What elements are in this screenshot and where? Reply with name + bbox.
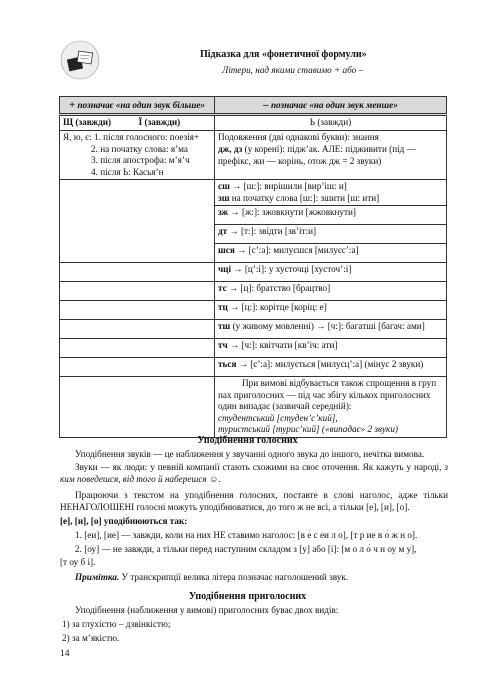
instruction-paragraph: Працюючи з текстом на уподібнення голосних, поставте в слові наголос, адже тільки НЕНАГОЛОШЕНІ голосні можуть уподібнюватися, до того ж не всі, а тільки [е], [и], [о].	[60, 490, 448, 512]
minus-rule: тч → [ч:]: квітчати [кв’іч: ати]	[215, 339, 447, 358]
minus-rule: дт → [т:]: звідти [зв’іт:и]	[215, 225, 447, 244]
simplification-note-cell	[215, 377, 447, 438]
minus-column-header: – позначає «на один звук менше»	[215, 97, 447, 115]
vowel-rule-2-cont: [т оу б і].	[60, 557, 96, 567]
vowel-rules-intro: [е], [и], [о] уподібнюються так:	[60, 516, 188, 526]
list-item: 1) за глухістю – дзвінкістю;	[62, 619, 171, 629]
minus-rule: зш на початку слова [ш:]: зшити [ш: ити]	[218, 192, 380, 203]
hint-illustration-icon	[60, 40, 100, 80]
list-item: 2) за м’якістю.	[62, 633, 120, 643]
section-title-vowels: Уподібнення голосних	[197, 435, 298, 446]
note-line: один випадає (зазвичай середній):	[218, 401, 352, 412]
minus-rule-cell	[215, 180, 447, 206]
minus-rule: чці → [ц’:і]: у хусточці [хусточ’:і]	[215, 263, 447, 282]
plus-rule: Я, ю, є: 1. після голосного: поезія+	[63, 132, 200, 143]
note-line: туристський [турис’кий] («випадає» 2 звуки)	[218, 424, 398, 435]
page-number: 14	[60, 649, 70, 659]
minus-rules-cell	[215, 131, 447, 180]
phonetic-rules-table	[59, 96, 447, 438]
consonants-intro: Уподібнення (наближення у вимові) приголосних буває двох видів:	[75, 605, 339, 615]
definition-paragraph: Уподібнення звуків — це наближення у звучанні одного звука до іншого, нечітка вимова.	[75, 449, 425, 459]
hint-title: Підказка для «фонетичної формули»	[200, 49, 367, 60]
minus-rule: дж, дз (у корені): підж’ак. АЛЕ: підживити (під — префікс, жи — корінь, отож дж = 2 звуки)	[218, 143, 416, 166]
note-line: студентський [студен’с’кий],	[218, 412, 338, 423]
hint-subtitle: Літери, над якими ставимо + або –	[222, 65, 364, 75]
analogy-paragraph: Звуки — як люди: у певній компанії стають схожими на своє оточення. Як кажуть у народі, з ким поведешся, від того й наберешся ☺.	[60, 462, 448, 484]
plus-rule: 3. після апострофа: м’я’ч	[91, 155, 190, 166]
minus-subheader: Ь (завжди)	[215, 115, 447, 131]
plus-rule: 4. після Ь: Касья’н	[91, 166, 164, 177]
plus-rule: 2. на початку слова: я’ма	[91, 143, 188, 154]
minus-rule: тц → [ц:]: корітце [коріц: е]	[215, 301, 447, 320]
plus-column-header: + позначає «на один звук більше»	[60, 97, 215, 115]
plus-subheader: Щ (завжди) Ї (завжди)	[60, 115, 215, 131]
minus-rule: тс → [ц]: братство [брацтво]	[215, 282, 447, 301]
note-line: пах приголосних — під час збігу кількох приголосних	[218, 389, 431, 400]
minus-rule: ться → [с’:а]: милується [милуєц’:а] (мінус 2 звуки)	[215, 358, 447, 377]
minus-rule: зж → [ж:]: зжовкнути [жжовкнути]	[215, 206, 447, 225]
minus-rule: шся → [с’:а]: милуєшся [милуєс’:а]	[215, 244, 447, 263]
vowel-rule-1: 1. [еи], [иe] — завжди, коли на них НЕ ставимо наголос: [в е́ с еи л о], [т р иe в о́ ж н о].	[75, 530, 418, 540]
transcription-note: Примітка. У транскрипції велика літера позначає наголошений звук.	[75, 572, 349, 582]
minus-rule: Подовження (дві однакові букви): знання	[218, 132, 379, 143]
section-title-consonants: Уподібнення приголосних	[188, 591, 307, 602]
hint-header	[60, 40, 440, 90]
minus-rule: сш → [ш:]: вирішили [вир’іш: и]	[218, 181, 347, 192]
vowel-rule-2: 2. [оу] — не завжди, а тільки перед наступним складом з [у] або [і]: [м о л о́ ч н оу м у],	[75, 544, 417, 554]
minus-rule: тш (у живому мовленні) → [ч:]: багатші [багач: ами]	[215, 320, 447, 339]
plus-rules-cell	[60, 131, 215, 180]
note-line: При вимові відбувається також спрощення в груп	[242, 378, 437, 389]
